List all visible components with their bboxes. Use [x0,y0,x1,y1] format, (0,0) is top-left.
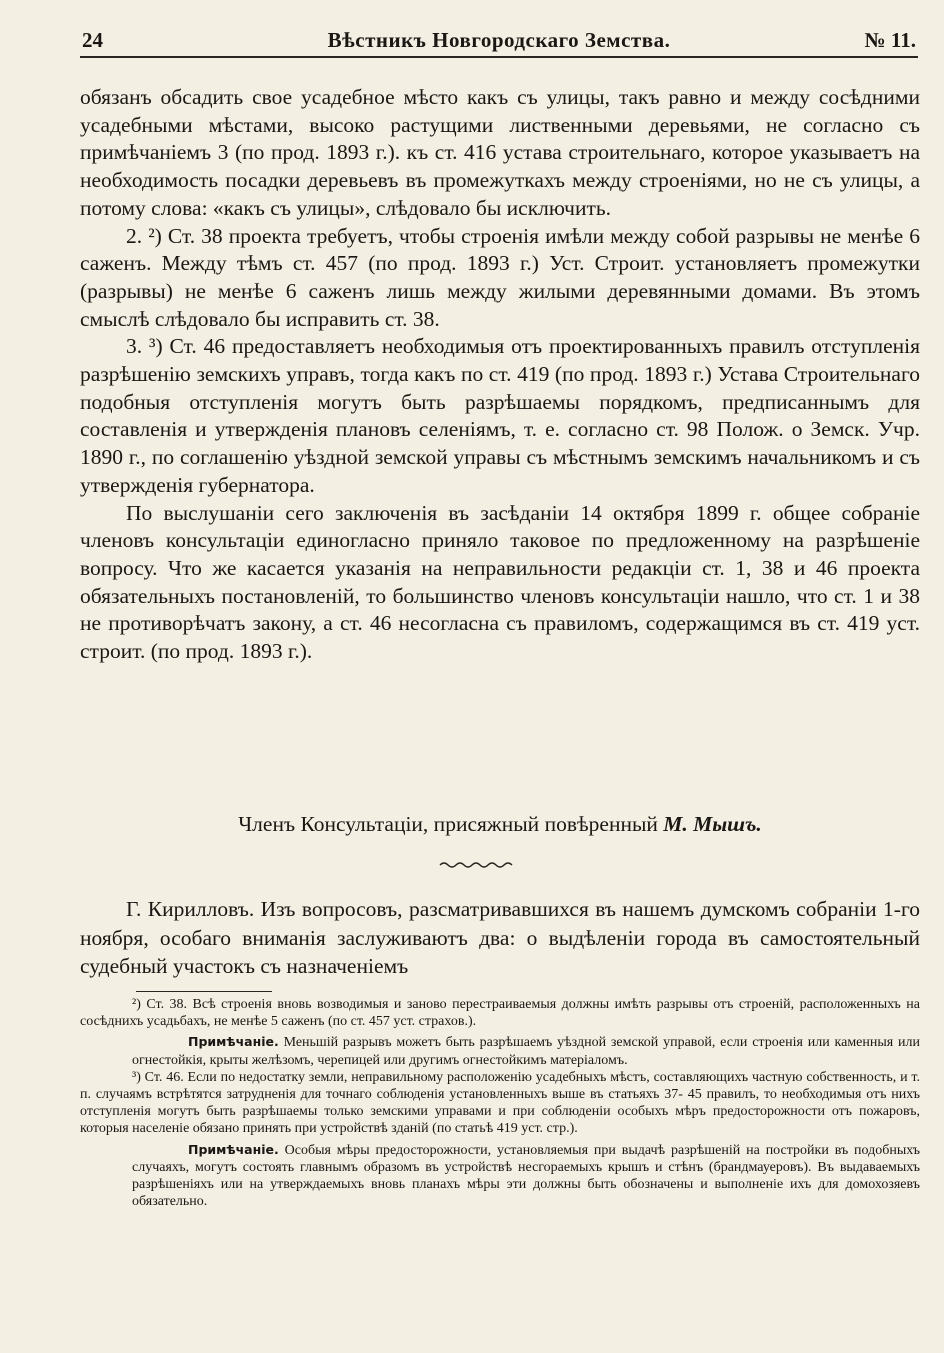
section-2-text [80,895,920,981]
paragraph-item-3: 3. ³) Ст. 46 предоставляетъ необходимыя отъ проектированныхъ правилъ отступленія разрѣшенію земскихъ управъ, тогда какъ по ст. 419 (по прод. 1893 г.) Устава Строительнаго подобныя отступленія могутъ быть разрѣшаемы порядкомъ, предписаннымъ для составленія и утвержденія плановъ селеніямъ, т. е. согласно ст. 98 Полож. о Земск. Учр. 1890 г., по соглашенію уѣздной земской управы съ мѣстнымъ земскимъ начальникомъ и съ утвержденія губернатора. [80,334,920,497]
note-text: Меньшій разрывъ можетъ быть разрѣшаемъ уѣздной земской управой, если строенія или каменныя или огнестойкія, крыты желѣзомъ, черепицей или другимъ огнестойкимъ матеріаломъ. [132,1035,921,1068]
footnotes [80,996,920,1210]
running-header [80,26,918,58]
footnote-2-note [80,1033,920,1068]
paragraph-kirillov: Г. Кирилловъ. Изъ вопросовъ, разсматривавшихся въ нашемъ думскомъ собраніи 1-го ноября, особаго вниманія заслуживаютъ два: о выдѣленіи города въ самостоятельный судебный участокъ съ назначеніемъ [80,897,920,978]
paragraph-resolution: По выслушаніи сего заключенія въ засѣданіи 14 октября 1899 г. общее собраніе членовъ консультаціи единогласно приняло таковое по предложенному на разрѣшеніе вопросу. Что же касается указанія на неправильности редакціи ст. 1, 38 и 46 проекта обязательныхъ постановленій, то большинство членовъ консультаціи нашло, что ст. 1 и 38 не противорѣчатъ закону, а ст. 46 несогласна съ правиломъ, содержащимся въ ст. 419 уст. строит. (по прод. 1893 г.). [80,500,920,664]
paragraph-continuation: обязанъ обсадить свое усадебное мѣсто какъ съ улицы, такъ равно и между сосѣдними усадебными мѣстами, высоко растущими лиственными деревьями, не согласно съ примѣчаніемъ 3 (по прод. 1893 г.). къ ст. 416 устава строительнаго, которое указываетъ на необходимость посадки деревьевъ въ промежуткахъ между строеніями, но не съ улицы, а потому слова: «какъ съ улицы», слѣдовало бы исключить. [80,85,920,220]
journal-title: Вѣстникъ Новгородскаго Земства. [327,28,671,52]
note-label: Примѣчаніе. [188,1034,279,1050]
note-label: Примѣчаніе. [188,1141,279,1157]
issue-number: № 11. [864,28,916,52]
main-text [80,84,920,666]
footnote-2: ²) Ст. 38. Всѣ строенія вновь возводимыя и заново перестраиваемыя должны имѣть разрывы отъ строеній, расположенныхъ на сосѣднихъ усадьбахъ, не менѣе 5 саженъ (по ст. 457 уст. страхов.). [80,997,920,1030]
page-number: 24 [82,28,103,52]
signature-line [80,812,920,837]
footnote-3-note [80,1141,920,1211]
note-text: Особыя мѣры предосторожности, установляемыя при выдачѣ разрѣшеній на постройки въ подобныхъ случаяхъ, могутъ состоять главнымъ образомъ въ устройствѣ несгораемыхъ крышъ и стѣнъ (брандмауеровъ). Въ выдаваемыхъ разрѣшеніяхъ или на утверждаемыхъ вновь планахъ мѣры эти должны быть обозначены и выполненіе ихъ для домохозяевъ обязательно. [132,1142,920,1210]
section-divider-ornament [438,860,514,870]
signature-name: М. Мышъ. [663,812,762,836]
footnote-3: ³) Ст. 46. Если по недостатку земли, неправильному расположенію усадебныхъ мѣстъ, составляющихъ частную собственность, и т. п. случаямъ встрѣтятся затрудненія для точнаго соблюденія установленныхъ выше въ статьяхъ 37- 45 правилъ, то необходимыя отъ нихъ отступленія могутъ быть разрѣшаемы только земскими управами и при соблюденіи особыхъ мѣръ предосторожности отъ пожаровъ, которыя населеніе обязано принять при устройствѣ зданій (по статьѣ 419 уст. стр.). [80,1069,920,1137]
paragraph-item-2: 2. ²) Ст. 38 проекта требуетъ, чтобы строенія имѣли между собой разрывы не менѣе 6 саженъ. Между тѣмъ ст. 457 (по прод. 1893 г.) Уст. Строит. установляетъ промежутки (разрывы) не менѣе 6 саженъ лишь между жилыми деревянными домами. Въ этомъ смыслѣ слѣдовало бы исправить ст. 38. [80,223,920,331]
footnote-separator [136,991,272,992]
signature-text: Членъ Консультаціи, присяжный повѣренный [238,812,658,836]
